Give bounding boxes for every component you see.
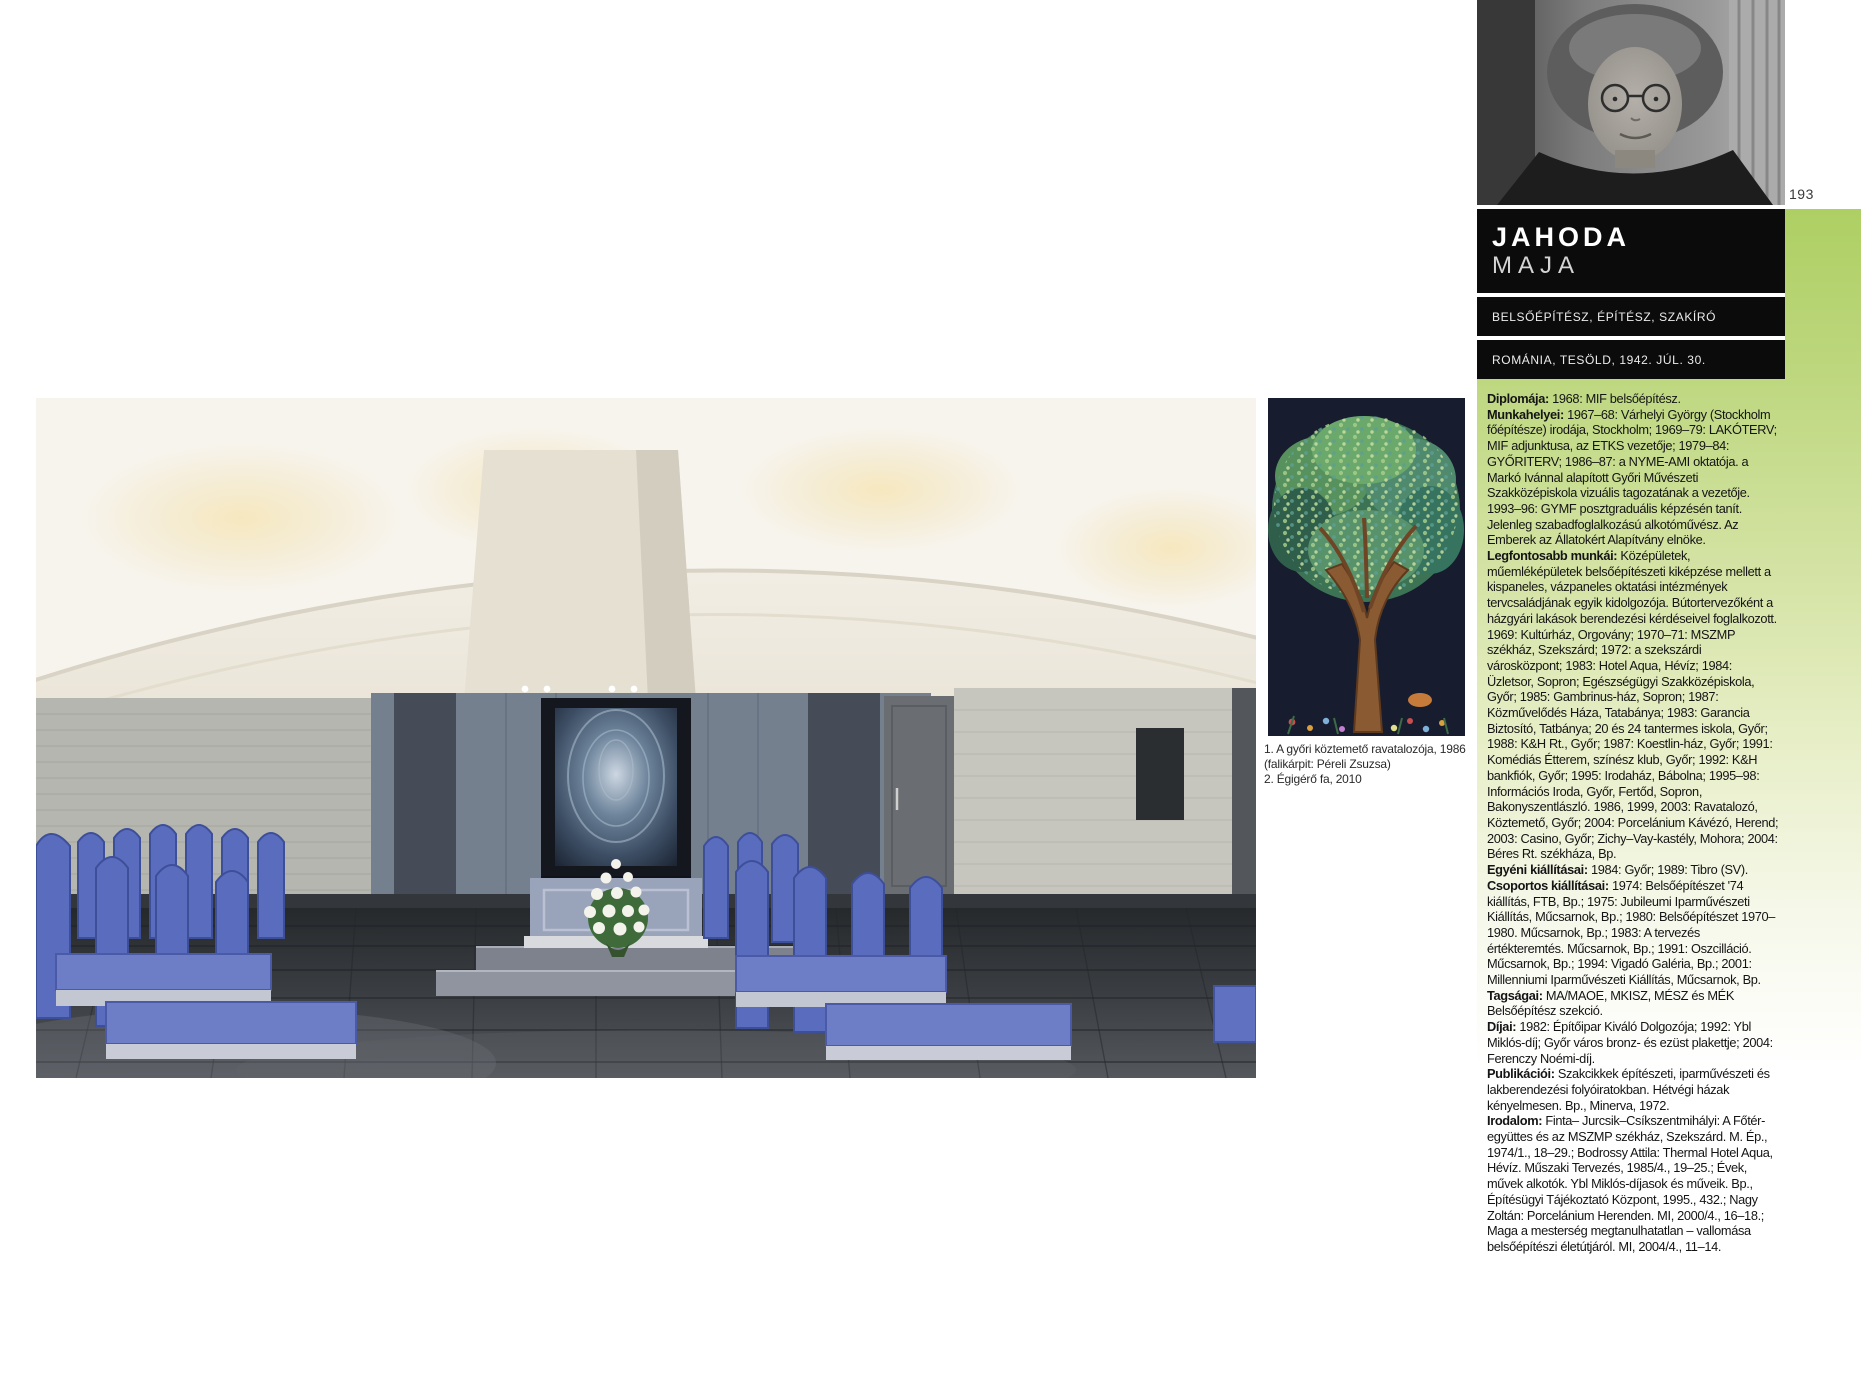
photo-caption xyxy=(1264,742,1479,788)
interior-illustration xyxy=(36,398,1256,1078)
bio-paragraph: Díjai: 1982: Építőipar Kiváló Dolgozója; 1992: Ybl Miklós-díj; Győr város bronz- és ezüst plakettje; 2004: Ferenczy Noémi-díj. xyxy=(1487,1019,1773,1066)
page-number: 193 xyxy=(1789,186,1814,202)
caption-line: 2. Égigérő fa, 2010 xyxy=(1264,772,1362,787)
bio-label: Díjai: xyxy=(1487,1019,1520,1035)
surname: JAHODA xyxy=(1492,222,1631,252)
profession-band: BELSŐÉPÍTÉSZ, ÉPÍTÉSZ, SZAKÍRÓ xyxy=(1477,297,1785,336)
portrait-photo xyxy=(1477,0,1785,205)
portrait-illustration xyxy=(1477,0,1785,205)
bio-paragraph: Tagságai: MA/MAOE, MKISZ, MÉSZ és MÉK Belsőépítész szekció. xyxy=(1487,987,1735,1019)
interior-photo xyxy=(36,398,1256,1078)
tapestry-illustration xyxy=(1268,398,1465,736)
bio-label: Diplomája: xyxy=(1487,391,1553,406)
bio-label: Tagságai: xyxy=(1487,987,1546,1003)
bio-paragraph: Egyéni kiállításai: 1984: Győr; 1989: Tibro (SV). xyxy=(1487,862,1748,878)
caption-line: (falikárpit: Péreli Zsuzsa) xyxy=(1264,757,1391,772)
walls xyxy=(36,688,1256,908)
tapestry-photo xyxy=(1268,398,1465,736)
bio-label: Publikációi: xyxy=(1487,1066,1558,1082)
birth-band: ROMÁNIA, TESÖLD, 1942. JÚL. 30. xyxy=(1477,340,1785,379)
header-block xyxy=(1477,209,1785,379)
bio-paragraph: Diplomája: 1968: MIF belsőépítész. xyxy=(1487,391,1681,406)
bio-label: Egyéni kiállításai: xyxy=(1487,862,1591,878)
caption-line: 1. A győri köztemető ravatalozója, 1986 xyxy=(1264,742,1466,756)
bio-paragraph: Csoportos kiállításai: 1974: Belsőépítészet '74 kiállítás, FTB, Bp.; 1975: Jubileumi Iparművészeti Kiállítás, Műcsarnok, Bp.; 1980: Belsőépítészet 1970–1980. Műcsarnok, Bp.; 1983: A tervezés értékteremtés. Műcsarnok, Bp.; 1991: Oszcilláció. Műcsarnok, Bp.; 1994: Vigadó Galéria, Bp.; 2001: Millenniumi Iparművészeti Kiállítás, Műcsarnok, Bp. xyxy=(1487,877,1776,988)
bio-paragraph: Legfontosabb munkái: Középületek, műemléképületek belsőépítészeti kiképzése mellett a kispaneles, vázpaneles oktatási intézmények tervcsaládjának egyik kidolgozója. Bútortervezőként a házgyári lakások berendezési kérdéseivel foglalkozott. 1969: Kultúrház, Orgovány; 1970–71: MSZMP székház, Szekszárd; 1972: a szekszárdi városközpont; 1983: Hotel Aqua, Hévíz; 1984: Üzletsor, Sopron; Egészségügyi Szakközépiskola, Győr; 1985: Gambrinus-ház, Sopron; 1987: Közművelődés Háza, Tatabánya; 1983: Garancia Biztosító, Tatbánya; 20 és 24 tantermes iskola, Győr; 1988: K&H Rt., Győr; 1987: Koestlin-ház, Győr; 1991: Komédiás Étterem, színész klub, Győr; 1992: K&H bankfiók, Győr; 1995: Irodaház, Bábolna; 1995–98: Információs Iroda, Győr, Fertőd, Sopron, Bakonyszentlászló. 1986, 1999, 2003: Ravatalozó, Köztemető, Győr; 2004: Porcelánium Kávézó, Herend; 2003: Casino, Győr; Zichy–Vay-kastély, Mohora; 2004: Béres Rt. székháza, Bp. xyxy=(1487,548,1779,862)
bio-paragraph: Munkahelyei: 1967–68: Várhelyi György (Stockholm főépítésze) irodája, Stockholm; 1969–79: LAKÓTERV; MIF adjunktusa, az ETKS vezetője; 1979–84: GYŐRITERV; 1986–87: a NYME-AMI oktatója. a Markó Ivánnal alapított Győri Művészeti Szakközépiskola vizuális tagozatának a vezetője. 1993–96: GYMF posztgraduális képzésén tanít. Jelenleg szabadfoglalkozású alkotóművész. Az Emberek az Állatokért Alapítvány elnöke. xyxy=(1487,406,1777,548)
bio-label: Munkahelyei: xyxy=(1487,406,1568,422)
bio-paragraph: Publikációi: Szakcikkek építészeti, iparművészeti és lakberendezési folyóiratokban. Hétvégi házak kényelmesen. Bp., Minerva, 1972. xyxy=(1487,1066,1770,1113)
bio-label: Irodalom: xyxy=(1487,1113,1546,1129)
bio-label: Legfontosabb munkái: xyxy=(1487,548,1621,564)
bio-column xyxy=(1487,391,1779,1255)
name-block xyxy=(1477,209,1785,293)
bio-label: Csoportos kiállításai: xyxy=(1487,877,1612,893)
bio-paragraph: Irodalom: Finta– Jurcsik–Csíkszentmihályi: A Főtér-együttes és az MSZMP székház, Szekszárd. M. Ép., 1974/1., 18–29.; Bodrossy Attila: Thermal Hotel Aqua, Hévíz. Műszaki Tervezés, 1985/4., 19–25.; Évek, művek alkotók. Ybl Miklós-díjasok és műveik. Bp., Építésügyi Tájékoztató Központ, 1995., 432.; Nagy Zoltán: Porcelánium Herenden. MI, 2000/4., 16–18.; Maga a mesterség megtanulhatatlan – vallomása belsőépítészi életútjáról. MI, 2004/4., 11–14. xyxy=(1487,1113,1773,1254)
given-name: MAJA xyxy=(1492,252,1581,279)
